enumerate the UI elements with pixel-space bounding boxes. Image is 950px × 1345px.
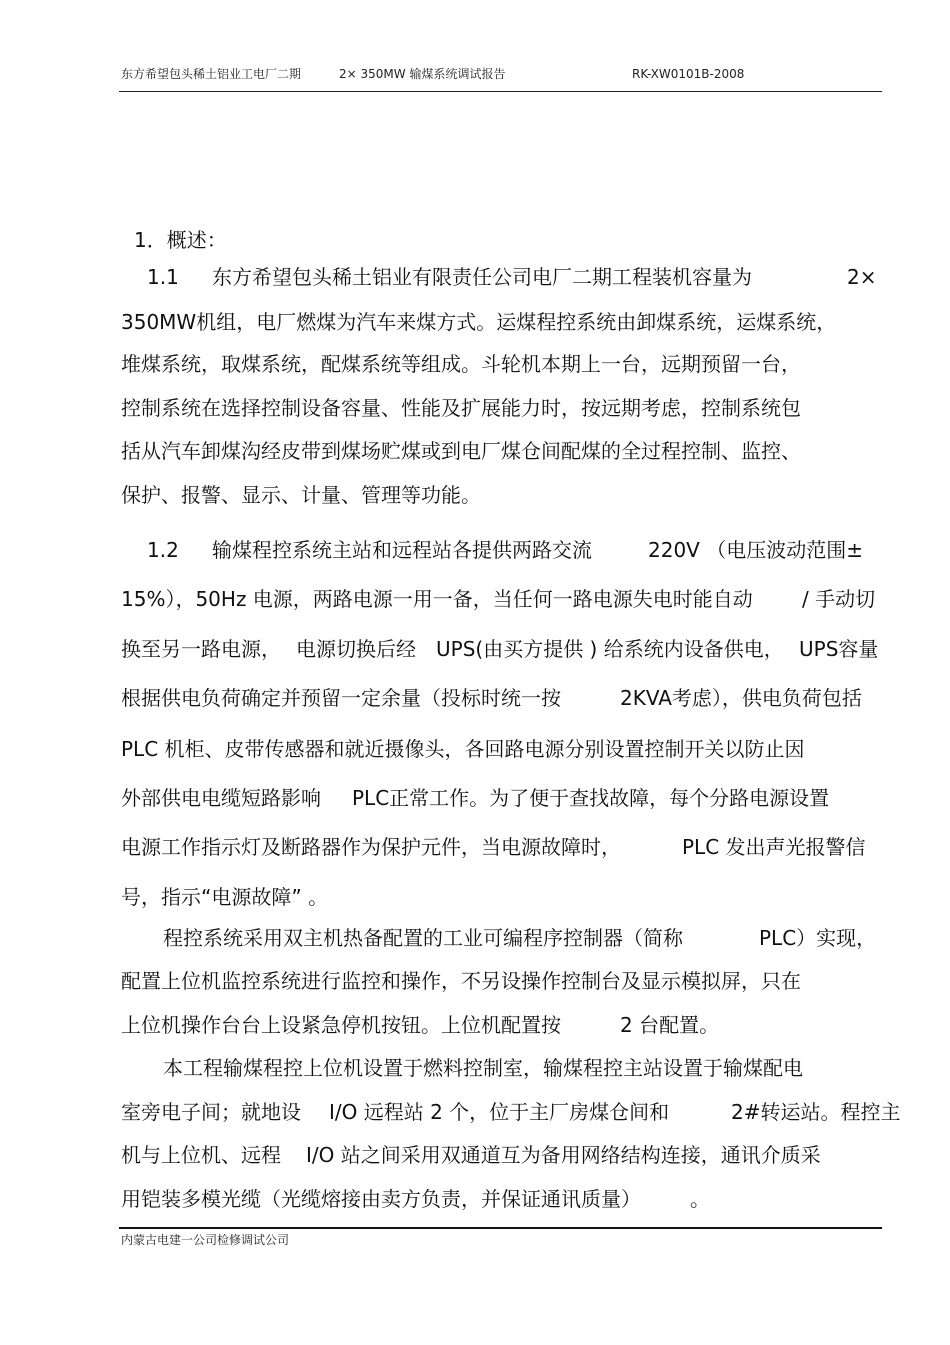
para-1-1-line: 括从汽车卸煤沟经皮带到煤场贮煤或到电厂煤仓间配煤的全过程控制、监控、 bbox=[121, 439, 801, 463]
section-heading: 1．概述： bbox=[134, 228, 227, 252]
para-1-2-line: PLC 发出声光报警信 bbox=[682, 835, 866, 859]
footer-rule bbox=[119, 1227, 882, 1229]
para-1-2-line: PLC正常工作。为了便于查找故障，每个分路电源设置 bbox=[352, 786, 830, 810]
para-1-1-line: 2× bbox=[847, 265, 877, 289]
para-1-2-line: 电源工作指示灯及断路器作为保护元件，当电源故障时， bbox=[121, 835, 621, 859]
para-network-line: I/O 站之间采用双通道互为备用网络结构连接，通讯介质采 bbox=[306, 1143, 821, 1167]
para-plc-line: 配置上位机监控系统进行监控和操作，不另设操作控制台及显示模拟屏，只在 bbox=[121, 969, 801, 993]
para-1-2-line: 220V （电压波动范围± bbox=[648, 538, 863, 562]
para-network-line: 室旁电子间；就地设 bbox=[121, 1100, 301, 1124]
header-rule bbox=[119, 91, 882, 92]
para-network-line: 用铠装多模光缆（光缆熔接由卖方负责，并保证通讯质量） bbox=[121, 1187, 641, 1211]
para-network-line: 2#转运站。程控主 bbox=[731, 1100, 901, 1124]
para-plc-line: 程控系统采用双主机热备配置的工业可编程序控制器（简称 bbox=[163, 926, 683, 950]
header-project-name: 东方希望包头稀土铝业工电厂二期 bbox=[121, 67, 302, 81]
para-1-1-line: 控制系统在选择控制设备容量、性能及扩展能力时，按远期考虑，控制系统包 bbox=[121, 396, 801, 420]
para-1-2-line: 外部供电电缆短路影响 bbox=[121, 786, 321, 810]
para-1-2-line: 换至另一路电源， bbox=[121, 637, 281, 661]
footer-company: 内蒙古电建一公司检修调试公司 bbox=[121, 1233, 290, 1247]
para-1-2-line: UPS(由买方提供 ) 给系统内设备供电， bbox=[436, 637, 784, 661]
header-document-number: RK-XW0101B-2008 bbox=[632, 67, 745, 81]
para-1-2-line: 输煤程控系统主站和远程站各提供两路交流 bbox=[212, 538, 592, 562]
para-network-line: 机与上位机、远程 bbox=[121, 1143, 281, 1167]
para-1-1-line: 保护、报警、显示、计量、管理等功能。 bbox=[121, 483, 481, 507]
para-plc-line: 2 台配置。 bbox=[620, 1013, 720, 1037]
para-1-2-line: 根据供电负荷确定并预留一定余量（投标时统一按 bbox=[121, 686, 561, 710]
para-1-2-line: PLC 机柜、皮带传感器和就近摄像头，各回路电源分别设置控制开关以防止因 bbox=[121, 737, 805, 761]
para-network-line: 本工程输煤程控上位机设置于燃料控制室，输煤程控主站设置于输煤配电 bbox=[163, 1056, 803, 1080]
para-1-2-line: 15%），50Hz 电源，两路电源一用一备，当任何一路电源失电时能自动 bbox=[121, 587, 753, 611]
para-network-line: 。 bbox=[690, 1187, 710, 1211]
para-1-1-number: 1.1 bbox=[147, 265, 179, 289]
para-1-2-number: 1.2 bbox=[147, 538, 179, 562]
para-network-line: I/O 远程站 2 个，位于主厂房煤仓间和 bbox=[329, 1100, 670, 1124]
para-1-2-line: / 手动切 bbox=[802, 587, 876, 611]
para-1-1-line: 东方希望包头稀土铝业有限责任公司电厂二期工程装机容量为 bbox=[212, 265, 752, 289]
para-1-2-line: 号，指示“电源故障” 。 bbox=[121, 885, 329, 909]
para-1-2-line: UPS容量 bbox=[799, 637, 879, 661]
para-1-1-line: 350MW机组，电厂燃煤为汽车来煤方式。运煤程控系统由卸煤系统，运煤系统， bbox=[121, 310, 837, 334]
para-plc-line: PLC）实现， bbox=[759, 926, 877, 950]
para-plc-line: 上位机操作台台上设紧急停机按钮。上位机配置按 bbox=[121, 1013, 561, 1037]
para-1-1-line: 堆煤系统，取煤系统，配煤系统等组成。斗轮机本期上一台，远期预留一台， bbox=[121, 352, 801, 376]
header-report-title: 2× 350MW 输煤系统调试报告 bbox=[339, 67, 506, 81]
para-1-2-line: 电源切换后经 bbox=[296, 637, 416, 661]
para-1-2-line: 2KVA考虑），供电负荷包括 bbox=[620, 686, 862, 710]
